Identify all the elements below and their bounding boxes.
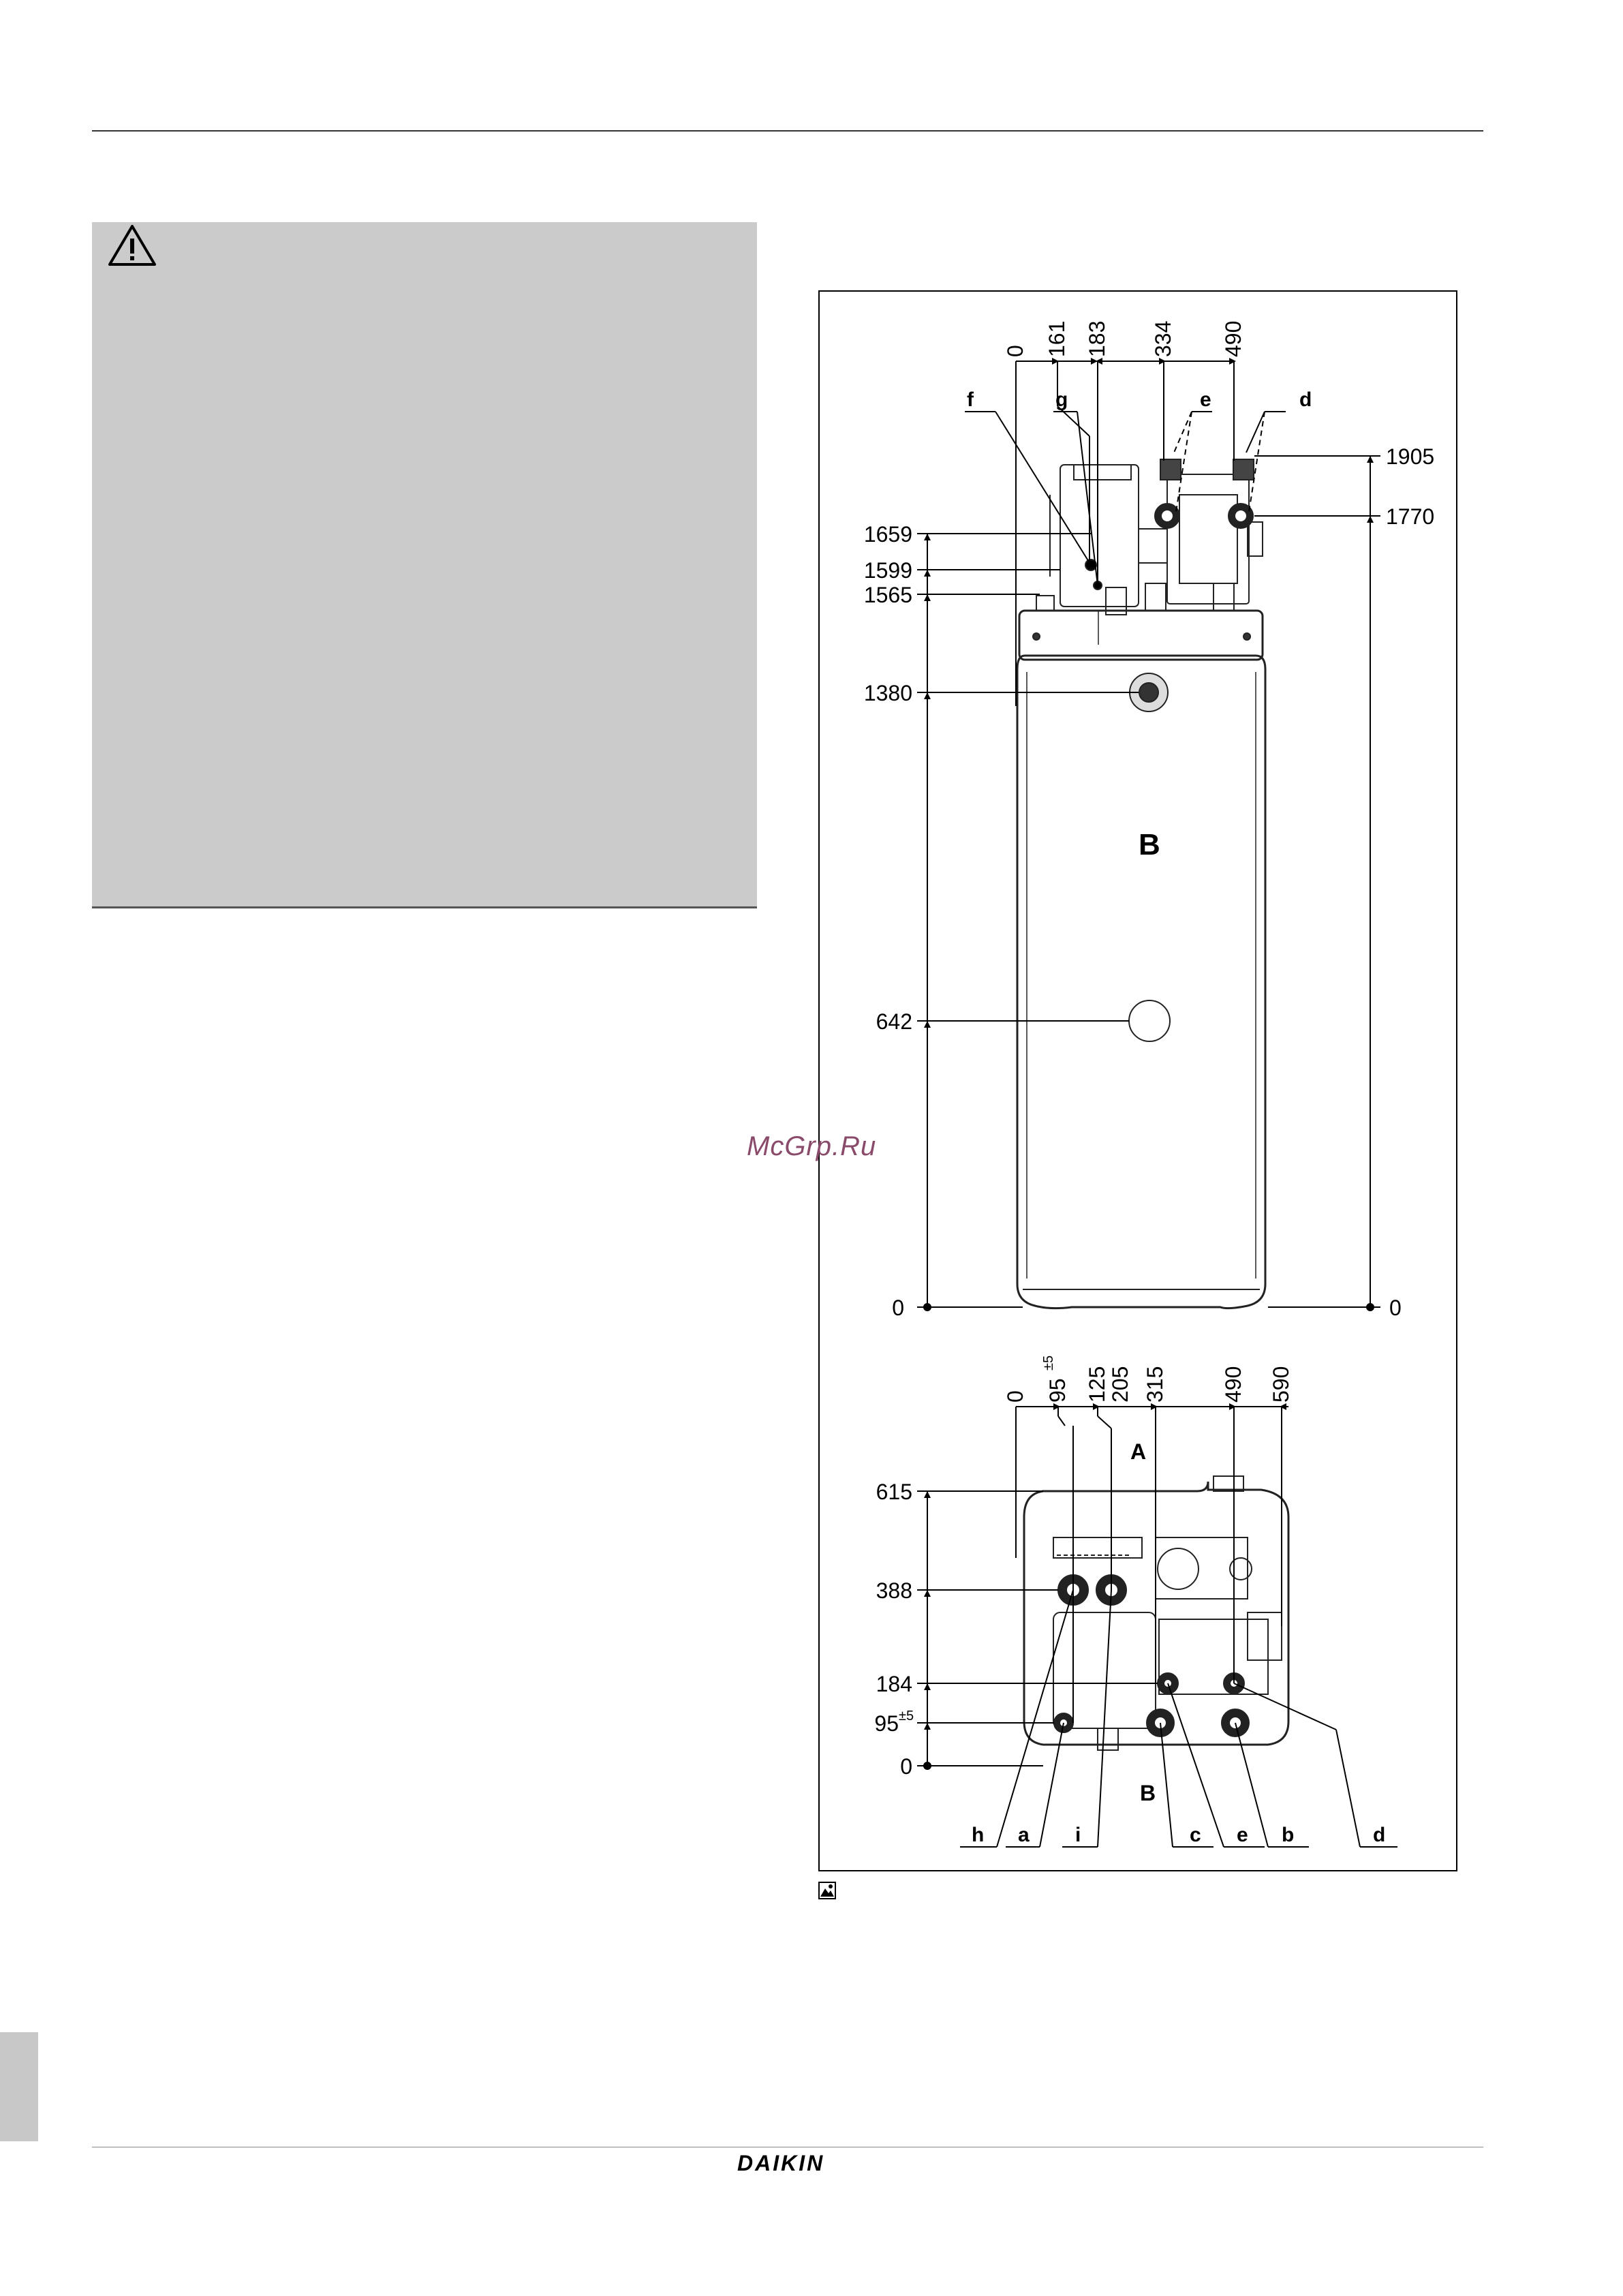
image-icon bbox=[818, 1882, 836, 1899]
plan-top-dim-0: 0 bbox=[1003, 1390, 1027, 1403]
front-top-labels bbox=[1003, 321, 1246, 357]
front-top-dim-4: 490 bbox=[1221, 320, 1246, 357]
front-top-dim-2: 183 bbox=[1085, 320, 1109, 357]
plan-left-dim-4: 0 bbox=[900, 1754, 912, 1779]
plan-top-dim-4: 315 bbox=[1143, 1366, 1167, 1403]
callout-h: h bbox=[972, 1824, 985, 1846]
callout-c: c bbox=[1190, 1824, 1201, 1846]
plan-top-dim-1: 95 bbox=[1045, 1378, 1070, 1403]
front-left-dim-2: 1565 bbox=[863, 583, 912, 607]
plan-left-dim-0: 615 bbox=[876, 1480, 912, 1504]
front-left-dim-1: 1599 bbox=[863, 558, 912, 583]
callout-b: b bbox=[1282, 1824, 1295, 1846]
front-left-labels bbox=[864, 522, 912, 1320]
front-top-dim-3: 334 bbox=[1151, 320, 1175, 357]
header-rule bbox=[92, 130, 1483, 132]
front-right-dim-0: 1905 bbox=[1386, 444, 1435, 469]
plan-left-dim-3-tolerance: ±5 bbox=[899, 1709, 914, 1724]
plan-top-dim-5: 490 bbox=[1221, 1366, 1246, 1403]
plan-view-letter-a: A bbox=[1130, 1439, 1147, 1464]
warning-triangle-icon bbox=[107, 222, 157, 269]
plan-left-labels bbox=[874, 1480, 914, 1779]
watermark: McGrp.Ru bbox=[747, 1131, 877, 1161]
front-left-dim-3: 1380 bbox=[863, 681, 912, 705]
callout-e-plan: e bbox=[1237, 1824, 1248, 1846]
front-view bbox=[1017, 459, 1265, 1308]
side-tab bbox=[0, 2032, 38, 2141]
callout-i: i bbox=[1075, 1824, 1081, 1846]
warning-box bbox=[92, 222, 757, 908]
callout-f: f bbox=[967, 388, 974, 411]
plan-top-dim-6: 590 bbox=[1269, 1366, 1293, 1403]
front-left-dim-5: 0 bbox=[892, 1296, 904, 1320]
plan-top-dim-3: 205 bbox=[1108, 1366, 1132, 1403]
front-left-dim-0: 1659 bbox=[863, 522, 912, 547]
callout-a: a bbox=[1018, 1824, 1030, 1846]
callout-d-front: d bbox=[1299, 388, 1312, 411]
plan-callout-labels bbox=[972, 1439, 1385, 1846]
front-left-dim-4: 642 bbox=[876, 1009, 912, 1034]
front-right-dim-1: 1770 bbox=[1386, 504, 1435, 529]
dimension-drawing bbox=[818, 290, 1457, 1871]
front-right-dim-2: 0 bbox=[1389, 1296, 1402, 1320]
front-top-dim-1: 161 bbox=[1045, 320, 1069, 357]
front-left-dimensions bbox=[917, 534, 1139, 1311]
plan-left-dim-3: 95 bbox=[874, 1711, 899, 1736]
plan-left-dim-1: 388 bbox=[876, 1578, 912, 1603]
plan-view-letter-b: B bbox=[1140, 1781, 1156, 1805]
front-view-letter: B bbox=[1139, 828, 1160, 861]
plan-top-dim-1-tolerance: ±5 bbox=[1041, 1355, 1056, 1371]
plan-top-labels bbox=[1003, 1356, 1293, 1403]
plan-callout-lines bbox=[960, 1590, 1397, 1847]
callout-e-front: e bbox=[1200, 388, 1211, 411]
callout-d-plan: d bbox=[1373, 1824, 1386, 1846]
front-top-dim-0: 0 bbox=[1003, 345, 1027, 357]
plan-top-dim-2: 125 bbox=[1085, 1366, 1109, 1403]
front-right-dimensions bbox=[1254, 456, 1380, 1311]
callout-g: g bbox=[1055, 388, 1068, 411]
plan-left-dim-2: 184 bbox=[876, 1672, 912, 1696]
front-right-labels bbox=[1386, 444, 1434, 1320]
brand-logo: DAIKIN bbox=[737, 2151, 825, 2175]
plan-left-dimensions bbox=[917, 1491, 1158, 1769]
